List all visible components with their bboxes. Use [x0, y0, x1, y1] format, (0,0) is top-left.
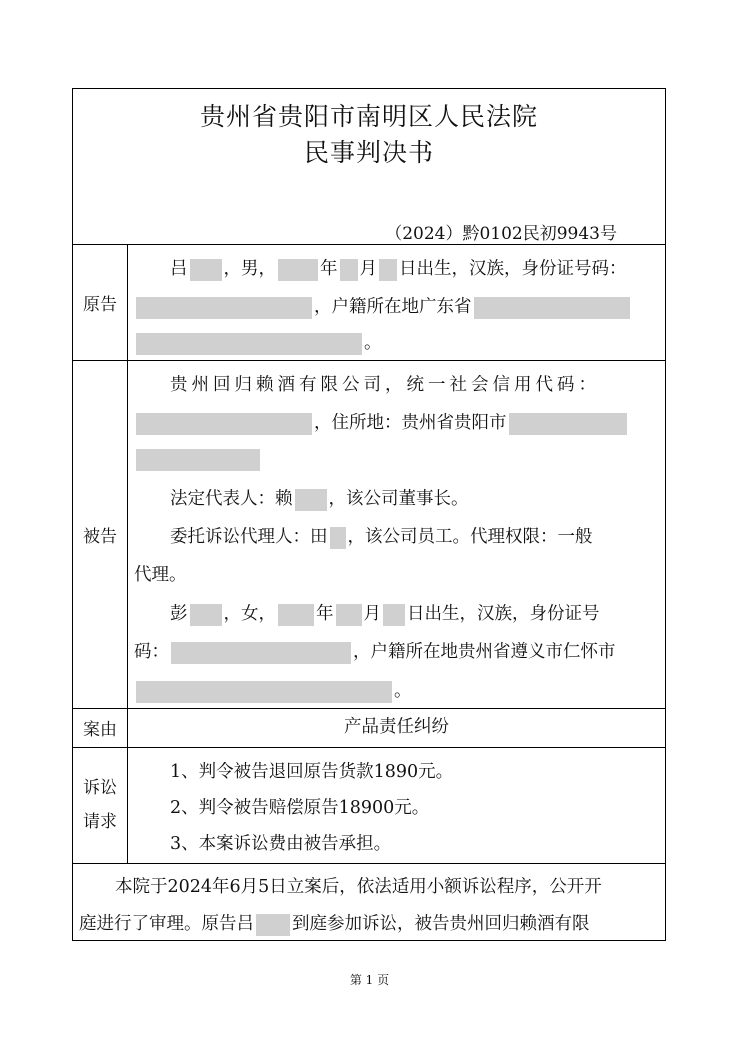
- defendant-address: ，住所地：贵州省贵阳市: [128, 410, 665, 436]
- page-number: 第 1 页: [349, 973, 390, 987]
- defendant2-line-2: 码： ，户籍所在地贵州省遵义市仁怀市: [134, 642, 616, 662]
- redaction: [171, 642, 351, 664]
- redaction: [278, 604, 314, 626]
- defendant-info: [128, 360, 665, 708]
- redaction: [190, 259, 222, 281]
- plaintiff-label: 原告: [73, 244, 128, 360]
- redaction: [136, 333, 362, 355]
- claims-list: [128, 747, 665, 863]
- agent-line-1: 委托诉讼代理人：田 ，该公司员工。代理权限：一般: [170, 527, 593, 547]
- claims-row: [73, 747, 665, 864]
- redaction: [256, 914, 290, 936]
- redaction: [509, 413, 627, 435]
- redaction: [136, 413, 312, 435]
- redaction: [278, 259, 318, 281]
- judgment-document: [72, 88, 666, 941]
- document-type: 民事判决书: [303, 138, 434, 167]
- cause-label: 案由: [73, 708, 128, 747]
- redaction: [379, 259, 397, 281]
- legal-representative: 法定代表人：赖 ，该公司董事长。: [170, 489, 469, 509]
- defendant2-line-3: 。: [128, 678, 665, 704]
- plaintiff-line-2: ，户籍所在地广东省: [128, 294, 665, 320]
- defendant-company: 贵州回归赖酒有限公司，统一社会信用代码：: [170, 375, 600, 395]
- redaction: [136, 297, 312, 319]
- cause-row: [73, 708, 665, 748]
- redaction: [330, 527, 346, 549]
- redaction: [336, 604, 362, 626]
- redaction: [295, 489, 327, 511]
- claim-item: 3、本案诉讼费由被告承担。: [170, 834, 392, 854]
- case-number: （2024）黔0102民初9943号: [385, 224, 617, 244]
- body-line-2: 庭进行了审理。原告吕 到庭参加诉讼，被告贵州回归赖酒有限: [79, 914, 590, 934]
- cause-value: 产品责任纠纷: [344, 717, 449, 737]
- redaction: [136, 681, 392, 703]
- plaintiff-line-1: 吕 ，男， 年 月 日出生，汉族，身份证号码：: [170, 259, 627, 279]
- body-line-1: 本院于2024年6月5日立案后，依法适用小额诉讼程序，公开开: [115, 877, 602, 897]
- agent-line-2: 代理。: [134, 565, 187, 585]
- redaction: [340, 259, 358, 281]
- redaction: [190, 604, 222, 626]
- claims-label: 诉讼 请求: [73, 747, 128, 863]
- court-name: 贵州省贵阳市南明区人民法院: [199, 102, 538, 131]
- defendant-address-cont: [128, 446, 665, 472]
- defendant2-line-1: 彭 ，女， 年 月 日出生，汉族，身份证号: [170, 604, 600, 624]
- plaintiff-line-3: 。: [128, 330, 665, 356]
- plaintiff-info: [128, 244, 665, 360]
- redaction: [383, 604, 405, 626]
- claim-item: 2、判令被告赔偿原告18900元。: [170, 798, 430, 818]
- claim-item: 1、判令被告退回原告货款1890元。: [170, 762, 454, 782]
- redaction: [136, 449, 260, 471]
- defendant-label: 被告: [73, 360, 128, 708]
- defendant-row: [73, 360, 665, 709]
- header: [73, 89, 665, 245]
- redaction: [474, 297, 630, 319]
- plaintiff-row: [73, 244, 665, 361]
